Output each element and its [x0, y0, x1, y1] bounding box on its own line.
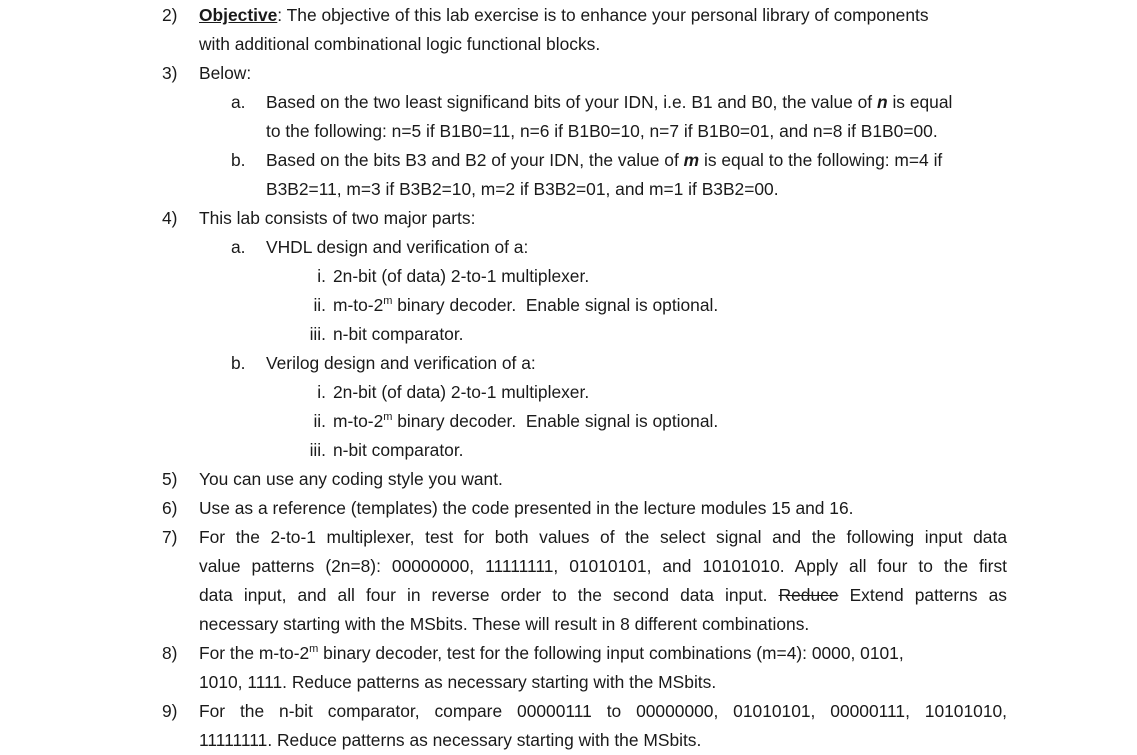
item-8-line-1-post: binary decoder, test for the following input combinations (m=4): 0000, 0101, — [318, 643, 904, 663]
item-4b-ii-number: ii. — [313, 411, 326, 431]
item-4a-ii-sup: m — [383, 295, 393, 308]
item-3a-line-1 — [266, 92, 952, 112]
variable-n: n — [876, 92, 888, 112]
item-4b-iii-number: iii. — [309, 440, 326, 460]
item-8-line-2: 1010, 1111. Reduce patterns as necessary starting with the MSbits. — [199, 672, 717, 692]
variable-m: m — [683, 150, 700, 170]
item-5-text: You can use any coding style you want. — [199, 469, 503, 489]
item-4a-ii-text — [333, 295, 718, 315]
item-3a-line-1-pre: Based on the two least significand bits of your IDN, i.e. B1 and B0, the value of — [266, 92, 873, 112]
item-4a-number: a. — [231, 237, 246, 257]
item-4b-ii-sup: m — [383, 411, 393, 424]
item-3b-line-1-post: is equal to the following: m=4 if — [703, 150, 943, 170]
item-6-text: Use as a reference (templates) the code presented in the lecture modules 15 and 16. — [199, 498, 854, 518]
item-2-line-1 — [199, 5, 929, 25]
objective-heading: Objective — [199, 5, 278, 25]
item-2-line-2: with additional combinational logic functional blocks. — [199, 34, 601, 54]
item-3a-line-1-post: is equal — [892, 92, 953, 112]
item-4a-ii-number: ii. — [313, 295, 326, 315]
item-3b-line-2: B3B2=11, m=3 if B3B2=10, m=2 if B3B2=01, and m=1 if B3B2=00. — [266, 179, 779, 199]
item-3a-number: a. — [231, 92, 246, 112]
item-5-number: 5) — [162, 469, 178, 489]
item-4b-i-number: i. — [317, 382, 326, 402]
item-7-line-4: necessary starting with the MSbits. These will result in 8 different combinations. — [199, 614, 810, 634]
item-3-number: 3) — [162, 63, 178, 83]
item-7-line-1: For the 2-to-1 multiplexer, test for both values of the select signal and the following input data — [199, 527, 1007, 547]
item-4b-ii-post: binary decoder. Enable signal is optional. — [392, 411, 719, 431]
item-4a-i-text: 2n-bit (of data) 2-to-1 multiplexer. — [333, 266, 590, 286]
item-4b-ii-text — [333, 411, 718, 431]
item-4a-iii-number: iii. — [309, 324, 326, 344]
item-7-line-3 — [199, 585, 1007, 605]
item-3b-line-1 — [266, 150, 942, 170]
item-3b-number: b. — [231, 150, 246, 170]
item-7-number: 7) — [162, 527, 178, 547]
item-7-line-3-pre: data input, and all four in reverse order to the second data input. — [199, 585, 768, 605]
item-4a-ii-post: binary decoder. Enable signal is optional. — [392, 295, 719, 315]
item-4b-iii-text: n-bit comparator. — [333, 440, 464, 460]
item-4a-iii-text: n-bit comparator. — [333, 324, 464, 344]
item-8-sup: m — [309, 643, 319, 656]
item-3b-line-1-pre: Based on the bits B3 and B2 of your IDN, the value of — [266, 150, 679, 170]
item-9-number: 9) — [162, 701, 178, 721]
item-8-line-1-pre: For the m-to-2 — [199, 643, 310, 663]
item-9-line-1: For the n-bit comparator, compare 00000111 to 00000000, 01010101, 00000111, 10101010, — [199, 701, 1007, 721]
item-4a-text: VHDL design and verification of a: — [266, 237, 529, 257]
item-4b-i-text: 2n-bit (of data) 2-to-1 multiplexer. — [333, 382, 590, 402]
item-7-line-3-post: Extend patterns as — [849, 585, 1007, 605]
item-7-line-2: value patterns (2n=8): 00000000, 11111111, 01010101, and 10101010. Apply all four to the first — [199, 556, 1007, 576]
item-3-text: Below: — [199, 63, 252, 83]
item-3a-line-2: to the following: n=5 if B1B0=11, n=6 if B1B0=10, n=7 if B1B0=01, and n=8 if B1B0=00. — [266, 121, 938, 141]
item-4b-text: Verilog design and verification of a: — [266, 353, 536, 373]
item-4a-ii-pre: m-to-2 — [333, 295, 384, 315]
item-4-text: This lab consists of two major parts: — [199, 208, 476, 228]
item-4b-ii-pre: m-to-2 — [333, 411, 384, 431]
struck-word: Reduce — [778, 585, 839, 605]
item-8-line-1 — [199, 643, 904, 663]
item-2-line-1-text: : The objective of this lab exercise is to enhance your personal library of components — [277, 5, 929, 25]
item-9-line-2: 11111111. Reduce patterns as necessary starting with the MSbits. — [199, 730, 702, 750]
item-8-number: 8) — [162, 643, 178, 663]
item-4b-number: b. — [231, 353, 246, 373]
item-6-number: 6) — [162, 498, 178, 518]
item-4-number: 4) — [162, 208, 178, 228]
item-4a-i-number: i. — [317, 266, 326, 286]
item-2-number: 2) — [162, 5, 178, 25]
